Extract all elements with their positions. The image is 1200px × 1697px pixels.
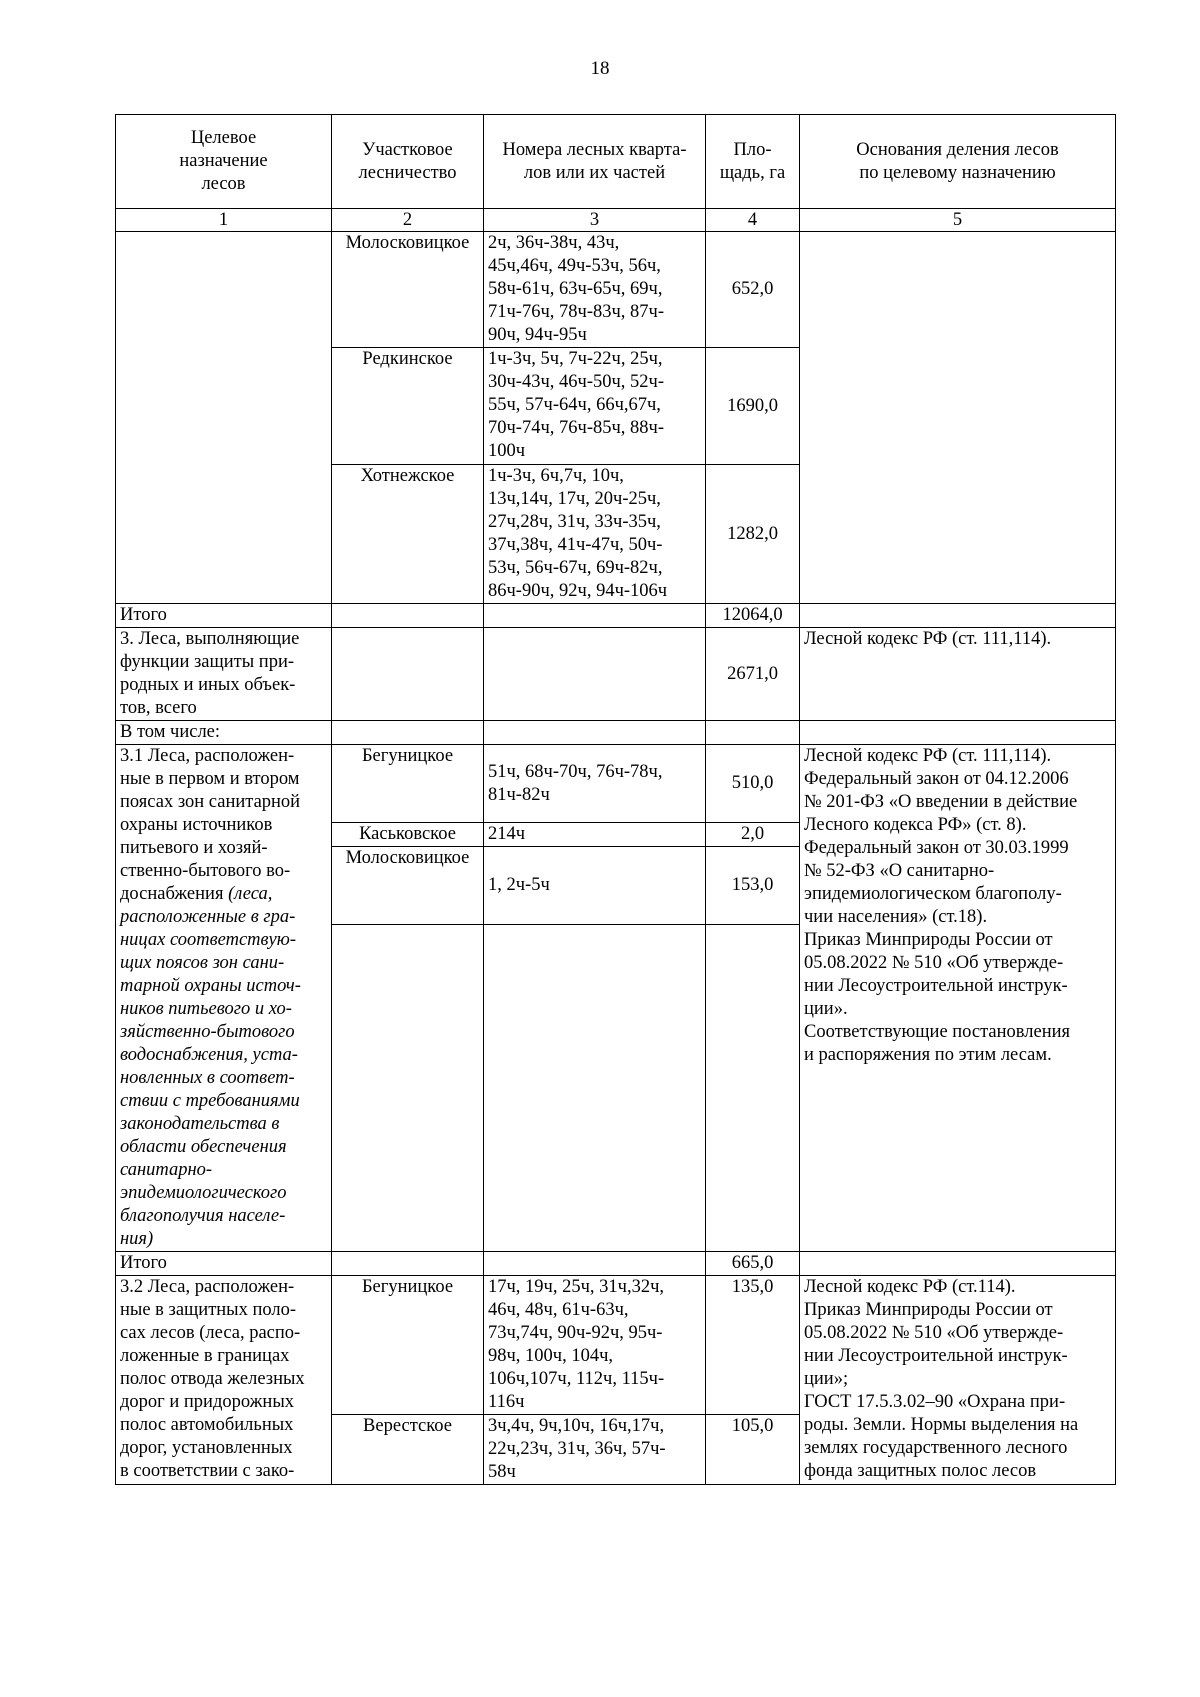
page-number: 18 [590,58,610,79]
total-area: 665,0 [706,1252,800,1276]
section-3-1-basis: Лесной кодекс РФ (ст. 111,114). Федеральный закон от 04.12.2006 № 201-ФЗ «О введении в действие Лесного кодекса РФ» (ст. 8). Федеральный закон от 30.03.1999 № 52-ФЗ «О санитарно- эпидемиологическом благополу- чии населения» (ст.18). Приказ Минприроды России от 05.08.2022 № 510 «Об утвержде- нии Лесоустроительной инструк- ции». Соответствующие постановления и распоряжения по этим лесам. [800,745,1116,1252]
table-row [116,232,1116,348]
col-number: 2 [332,209,484,232]
col-number: 5 [800,209,1116,232]
quarters-cell: 1ч-3ч, 6ч,7ч, 10ч, 13ч,14ч, 17ч, 20ч-25ч, 27ч,28ч, 31ч, 33ч-35ч, 37ч,38ч, 41ч-47ч, 50ч- 53ч, 56ч-67ч, 69ч-82ч, 86ч-90ч, 92ч, 94ч-106ч [484,465,706,604]
section-3-1-name-italic: (леса, расположенные в гра- ницах соответствую- щих поясов зон сани- тарной охраны источ- ников питьевого и хо- зяйственно-бытового водоснабжения, уста- новленных в соответ- ствии с требованиями законодательства в области обеспечения санитарно- эпидемиологического благополучия населе- ния) [120,884,301,1249]
area-cell: 1282,0 [706,465,800,604]
column-number-row [116,209,1116,232]
col-number: 1 [116,209,332,232]
col-number: 3 [484,209,706,232]
header-forestry: Участковое лесничество [332,115,484,209]
header-basis: Основания деления лесов по целевому назначению [800,115,1116,209]
header-purpose: Целевое назначение лесов [116,115,332,209]
header-quarters: Номера лесных кварта- лов или их частей [484,115,706,209]
quarters-cell: 17ч, 19ч, 25ч, 31ч,32ч, 46ч, 48ч, 61ч-63ч, 73ч,74ч, 90ч-92ч, 95ч- 98ч, 100ч, 104ч, 106ч,107ч, 112ч, 115ч- 116ч [484,1276,706,1415]
area-cell: 1690,0 [706,348,800,465]
forestry-cell: Каськовское [332,823,484,847]
section-3-basis: Лесной кодекс РФ (ст. 111,114). [800,628,1116,721]
including-label: В том числе: [116,721,332,745]
forestry-cell: Бегуницкое [332,1276,484,1415]
forestry-cell: Верестское [332,1415,484,1485]
section-3-area: 2671,0 [706,628,800,721]
area-cell: 135,0 [706,1276,800,1415]
area-cell: 153,0 [706,847,800,925]
purpose-cell-empty [116,232,332,604]
quarters-cell: 1, 2ч-5ч [484,847,706,925]
section-3-2-basis: Лесной кодекс РФ (ст.114). Приказ Минприроды России от 05.08.2022 № 510 «Об утвержде- нии Лесоустроительной инструк- ции»; ГОСТ 17.5.3.02–90 «Охрана при- роды. Земли. Нормы выделения на землях государственного лесного фонда защитных полос лесов [800,1276,1116,1485]
table-row [116,745,1116,823]
forest-purpose-table [115,114,1116,1485]
total-area: 12064,0 [706,604,800,628]
forestry-cell: Бегуницкое [332,745,484,823]
section-3-1-name [116,745,332,1252]
forestry-cell: Молосковицкое [332,232,484,348]
quarters-cell: 1ч-3ч, 5ч, 7ч-22ч, 25ч, 30ч-43ч, 46ч-50ч, 52ч- 55ч, 57ч-64ч, 66ч,67ч, 70ч-74ч, 76ч-85ч, 88ч- 100ч [484,348,706,465]
forestry-cell: Молосковицкое [332,847,484,925]
total-label: Итого [116,604,332,628]
forestry-cell: Хотнежское [332,465,484,604]
area-cell: 2,0 [706,823,800,847]
header-row [116,115,1116,209]
area-cell: 105,0 [706,1415,800,1485]
total-row [116,1252,1116,1276]
forestry-cell: Редкинское [332,348,484,465]
col-number: 4 [706,209,800,232]
section-3-name: 3. Леса, выполняющие функции защиты при- родных и иных объек- тов, всего [116,628,332,721]
including-row [116,721,1116,745]
section-3-row [116,628,1116,721]
total-row [116,604,1116,628]
total-label: Итого [116,1252,332,1276]
area-cell: 652,0 [706,232,800,348]
table-row [116,1276,1116,1415]
basis-cell-empty [800,232,1116,604]
quarters-cell: 51ч, 68ч-70ч, 76ч-78ч, 81ч-82ч [484,745,706,823]
quarters-cell: 3ч,4ч, 9ч,10ч, 16ч,17ч, 22ч,23ч, 31ч, 36ч, 57ч- 58ч [484,1415,706,1485]
area-cell: 510,0 [706,745,800,823]
header-area: Пло- щадь, га [706,115,800,209]
section-3-1-name-plain: 3.1 Леса, расположен- ные в первом и втором поясах зон санитарной охраны источников питьевого и хозяй- ственно-бытового во- доснабжения [120,746,301,904]
section-3-2-name: 3.2 Леса, расположен- ные в защитных поло- сах лесов (леса, распо- ложенные в границах полос отвода железных дорог и придорожных полос автомобильных дорог, установленных в соответствии с зако- [116,1276,332,1485]
quarters-cell: 214ч [484,823,706,847]
quarters-cell: 2ч, 36ч-38ч, 43ч, 45ч,46ч, 49ч-53ч, 56ч, 58ч-61ч, 63ч-65ч, 69ч, 71ч-76ч, 78ч-83ч, 87ч- 90ч, 94ч-95ч [484,232,706,348]
